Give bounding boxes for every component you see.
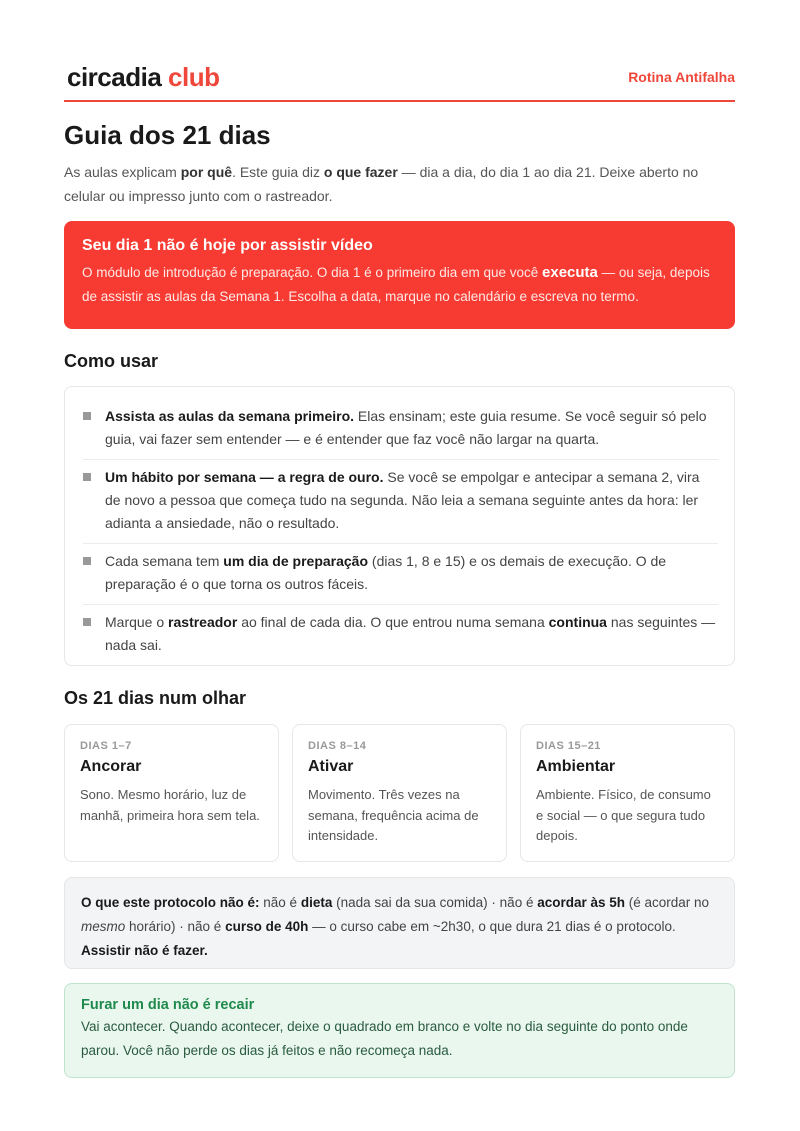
brand-logo: circadia club bbox=[67, 62, 220, 92]
alert-title: Seu dia 1 não é hoje por assistir vídeo bbox=[82, 237, 373, 254]
card-title: Ambientar bbox=[536, 758, 616, 775]
card-description: Ambiente. Físico, de consumo e social — o que segura tudo depois. bbox=[536, 787, 711, 843]
card-range: DIAS 8–14 bbox=[308, 740, 367, 752]
card-description: Sono. Mesmo horário, luz de manhã, primeira hora sem tela. bbox=[80, 787, 260, 823]
card-title: Ativar bbox=[308, 758, 354, 775]
list-item: Cada semana tem um dia de preparação (dias 1, 8 e 15) e os demais de execução. O de preparação é o que torna os outros fáceis. bbox=[83, 544, 718, 605]
note-body: Vai acontecer. Quando acontecer, deixe o quadrado em branco e volte no dia seguinte do ponto onde parou. Você não perde os dias já feitos e não recomeça nada. bbox=[81, 1019, 688, 1058]
list-item: Um hábito por semana — a regra de ouro. Se você se empolgar e antecipar a semana 2, vira de novo a pessoa que começa tudo na segunda. Não leia a semana seguinte antes da hora: ler adianta a ansiedade, não o resultado. bbox=[83, 460, 718, 544]
alert-body: O módulo de introdução é preparação. O dia 1 é o primeiro dia em que você executa — ou seja, depois de assistir as aulas da Semana 1. Escolha a data, marque no calendário e escreva no termo. bbox=[82, 264, 710, 304]
card-title: Ancorar bbox=[80, 758, 142, 775]
list-item: Assista as aulas da semana primeiro. Elas ensinam; este guia resume. Se você seguir só pelo guia, vai fazer sem entender — e é entender que faz você não largar na quarta. bbox=[83, 399, 718, 460]
header-tagline: Rotina Antifalha bbox=[628, 69, 735, 85]
page-header bbox=[64, 60, 735, 102]
card-range: DIAS 15–21 bbox=[536, 740, 601, 752]
square-bullet-icon bbox=[83, 412, 91, 420]
card-range: DIAS 1–7 bbox=[80, 740, 132, 752]
protocol-is-not-box: O que este protocolo não é: não é dieta (nada sai da sua comida) · não é acordar às 5h (é acordar no mesmo horário) · não é curso de 40h — o curso cabe em ~2h30, o que dura 21 dias é o protocolo. Assistir não é fazer. bbox=[64, 877, 735, 969]
missed-day-note bbox=[64, 983, 735, 1078]
week-card-anchor bbox=[64, 724, 279, 862]
square-bullet-icon bbox=[83, 473, 91, 481]
overview-heading: Os 21 dias num olhar bbox=[64, 688, 247, 708]
week-card-environment bbox=[520, 724, 735, 862]
square-bullet-icon bbox=[83, 618, 91, 626]
square-bullet-icon bbox=[83, 557, 91, 565]
list-item: Marque o rastreador ao final de cada dia. O que entrou numa semana continua nas seguintes — nada sai. bbox=[83, 605, 718, 665]
card-description: Movimento. Três vezes na semana, frequência acima de intensidade. bbox=[308, 787, 479, 843]
how-to-heading: Como usar bbox=[64, 351, 159, 371]
week-card-activate bbox=[292, 724, 507, 862]
intro-paragraph: As aulas explicam por quê. Este guia diz o que fazer — dia a dia, do dia 1 ao dia 21. Deixe aberto no celular ou impresso junto com o rastreador. bbox=[64, 164, 699, 204]
day-one-alert bbox=[64, 221, 735, 329]
overview-cards bbox=[64, 724, 735, 862]
how-to-list bbox=[64, 386, 735, 666]
note-title: Furar um dia não é recair bbox=[81, 997, 255, 1013]
page-title: Guia dos 21 dias bbox=[64, 120, 271, 150]
